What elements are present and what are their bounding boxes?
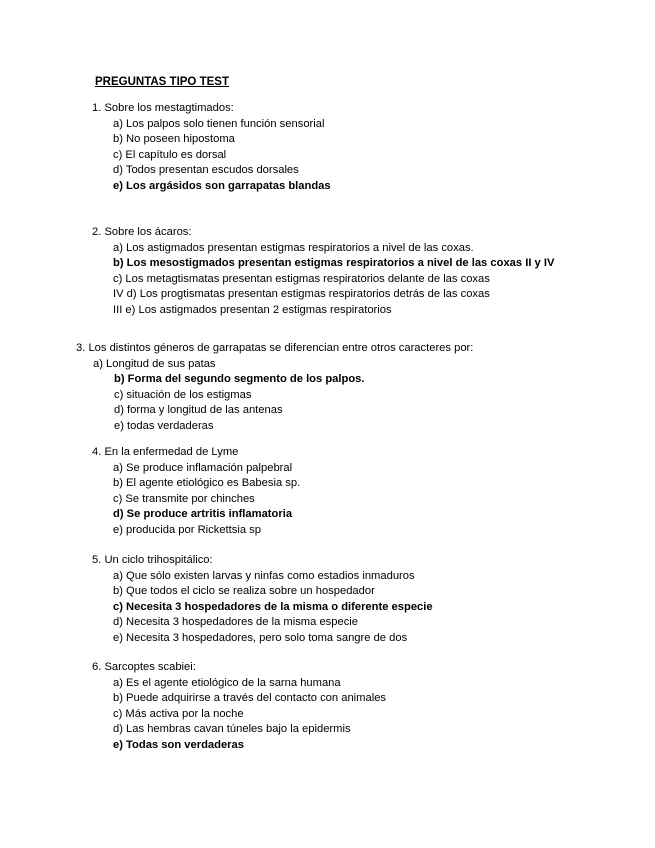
option-d: d) Necesita 3 hospedadores de la misma especie bbox=[113, 616, 359, 628]
question-1 bbox=[92, 101, 331, 194]
option-b: b) El agente etiológico es Babesia sp. bbox=[113, 477, 301, 489]
option-a: a) Longitud de sus patas bbox=[93, 357, 216, 370]
option-b: b) No poseen hipostoma bbox=[113, 133, 235, 145]
option-a: a) Es el agente etiológico de la sarna humana bbox=[113, 676, 341, 689]
option-d: IV d) Los progtismatas presentan estigmas respiratorios detrás de las coxas bbox=[113, 288, 490, 300]
option-a: a) Los astigmados presentan estigmas respiratorios a nivel de las coxas. bbox=[113, 241, 474, 254]
option-c: c) Los metagtismatas presentan estigmas respiratorios delante de las coxas bbox=[113, 272, 490, 285]
question-stem: 1. Sobre los mestagtimados: bbox=[92, 102, 234, 114]
question-2 bbox=[92, 225, 577, 318]
option-e-correct: e) Todas son verdaderas bbox=[113, 738, 244, 751]
question-stem: 4. En la enfermedad de Lyme bbox=[92, 446, 239, 458]
question-stem: 3. Los distintos géneros de garrapatas se diferencian entre otros caracteres por: bbox=[76, 342, 474, 354]
option-a: a) Que sólo existen larvas y ninfas como estadios inmaduros bbox=[113, 569, 415, 582]
option-e: e) todas verdaderas bbox=[114, 419, 214, 432]
page-title: PREGUNTAS TIPO TEST bbox=[95, 76, 229, 88]
option-e: e) producida por Rickettsia sp bbox=[113, 523, 261, 536]
option-d: d) forma y longitud de las antenas bbox=[114, 404, 283, 416]
option-e: e) Necesita 3 hospedadores, pero solo toma sangre de dos bbox=[113, 631, 408, 644]
option-e: III e) Los astigmados presentan 2 estigmas respiratorios bbox=[113, 303, 392, 316]
option-c: c) El capítulo es dorsal bbox=[113, 148, 227, 161]
option-b-correct: b) Los mesostigmados presentan estigmas respiratorios a nivel de las coxas II y IV bbox=[113, 257, 555, 269]
option-b-correct: b) Forma del segundo segmento de los palpos. bbox=[114, 373, 365, 385]
option-c: c) Más activa por la noche bbox=[113, 707, 244, 720]
option-d: d) Las hembras cavan túneles bajo la epidermis bbox=[113, 723, 351, 735]
option-d: d) Todos presentan escudos dorsales bbox=[113, 164, 299, 176]
option-a: a) Se produce inflamación palpebral bbox=[113, 461, 293, 474]
option-b: b) Puede adquirirse a través del contacto con animales bbox=[113, 692, 387, 704]
option-a: a) Los palpos solo tienen función sensorial bbox=[113, 117, 325, 130]
question-5 bbox=[92, 553, 433, 646]
question-stem: 6. Sarcoptes scabiei: bbox=[92, 661, 196, 673]
option-e-correct: e) Los argásidos son garrapatas blandas bbox=[113, 179, 331, 192]
option-c: c) situación de los estigmas bbox=[114, 388, 252, 401]
question-3 bbox=[76, 341, 473, 434]
question-stem: 5. Un ciclo trihospitálico: bbox=[92, 554, 213, 566]
option-c-correct: c) Necesita 3 hospedadores de la misma o diferente especie bbox=[113, 600, 433, 613]
option-b: b) Que todos el ciclo se realiza sobre un hospedador bbox=[113, 585, 375, 597]
option-c: c) Se transmite por chinches bbox=[113, 492, 255, 505]
question-stem: 2. Sobre los ácaros: bbox=[92, 226, 192, 238]
option-d-correct: d) Se produce artritis inflamatoria bbox=[113, 508, 293, 520]
question-6 bbox=[92, 660, 386, 753]
question-4 bbox=[92, 445, 300, 538]
